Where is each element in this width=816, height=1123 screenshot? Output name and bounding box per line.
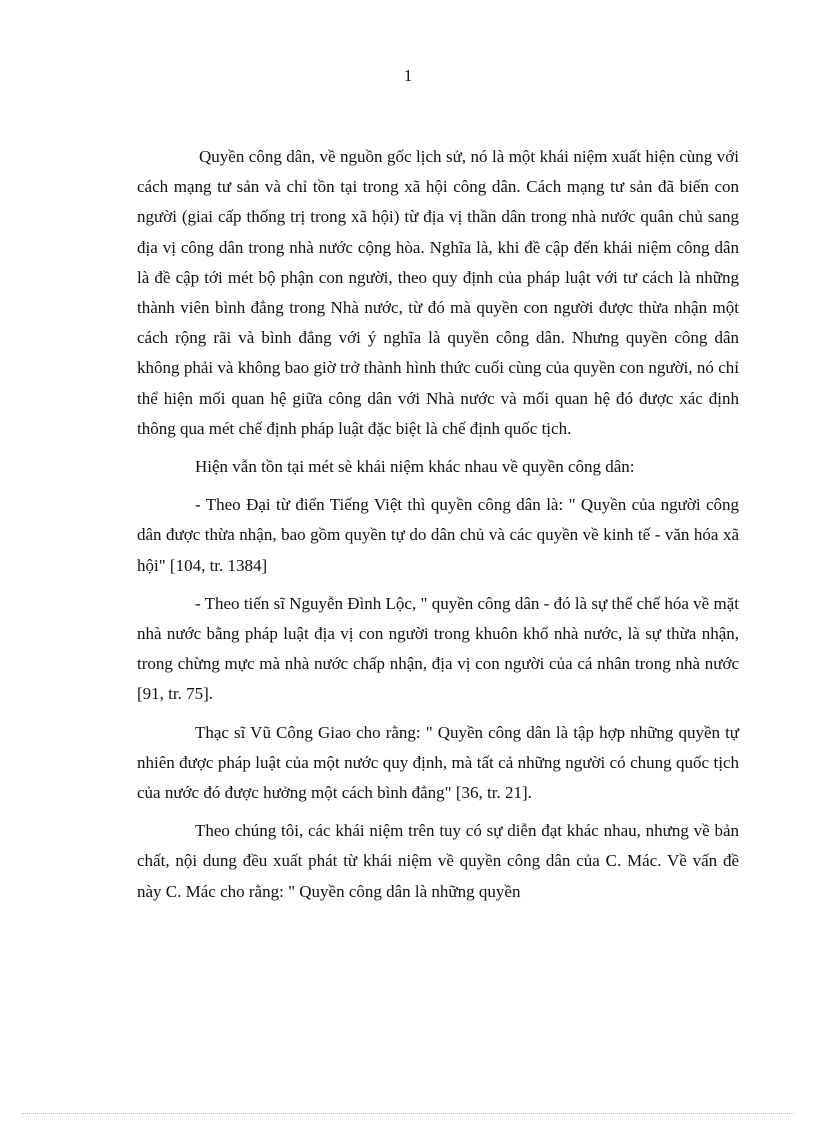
paragraph-author-view: Theo chúng tôi, các khái niệm trên tuy có sự diễn đạt khác nhau, nhưng về bản chất, nội dung đều xuất phát từ khái niệm về quyền công dân của C. Mác. Về vấn đề này C. Mác cho rằng: " Quyền công dân là những quyền: [137, 821, 739, 901]
page-number: 1: [403, 66, 413, 85]
document-body: [137, 142, 739, 915]
page-bottom-divider: [22, 1113, 794, 1114]
paragraph-nguyen-dinh-loc-definition: - Theo tiến sĩ Nguyễn Đình Lộc, " quyền công dân - đó là sự thể chế hóa về mặt nhà nước bằng pháp luật địa vị con người trong khuôn khổ nhà nước, là sự thừa nhận, trong chừng mực mà nhà nước chấp nhận, địa vị con người của cá nhân trong nhà nước [91, tr. 75].: [137, 593, 739, 704]
paragraph-dictionary-definition: - Theo Đại từ điển Tiếng Việt thì quyền công dân là: " Quyền của người công dân được thừa nhận, bao gồm quyền tự do dân chủ và các quyền về kinh tế - văn hóa xã hội" [104, tr. 1384]: [137, 495, 739, 575]
paragraph-definitions-intro: Hiện vẫn tồn tại mét sè khái niệm khác nhau về quyền công dân:: [195, 457, 635, 477]
paragraph-vu-cong-giao-definition: Thạc sĩ Vũ Công Giao cho rằng: " Quyền công dân là tập hợp những quyền tự nhiên được pháp luật của một nước quy định, mà tất cả những người có chung quốc tịch của nước đó được hưởng một cách bình đẳng" [36, tr. 21].: [137, 722, 739, 803]
paragraph-citizen-rights-origin: Quyền công dân, về nguồn gốc lịch sử, nó là một khái niệm xuất hiện cùng với cách mạng tư sản và chỉ tồn tại trong xã hội công dân. Cách mạng tư sản đã biến con người (giai cấp thống trị trong xã hội) từ địa vị thần dân trong nhà nước quân chủ sang địa vị công dân trong nhà nước cộng hòa. Nghĩa là, khi đề cập đến khái niệm công dân là đề cập tới mét bộ phận con người, theo quy định của pháp luật với tư cách là những thành viên bình đẳng trong Nhà nước, từ đó mà quyền con người được thừa nhận một cách rộng rãi và bình đẳng với ý nghĩa là quyền công dân. Nhưng quyền công dân không phải và không bao giờ trở thành hình thức cuối cùng của quyền con người, nó chỉ thể hiện mối quan hệ giữa công dân với Nhà nước và mối quan hệ đó được xác định thông qua mét chế định pháp luật đặc biệt là chế định quốc tịch.: [137, 147, 739, 438]
